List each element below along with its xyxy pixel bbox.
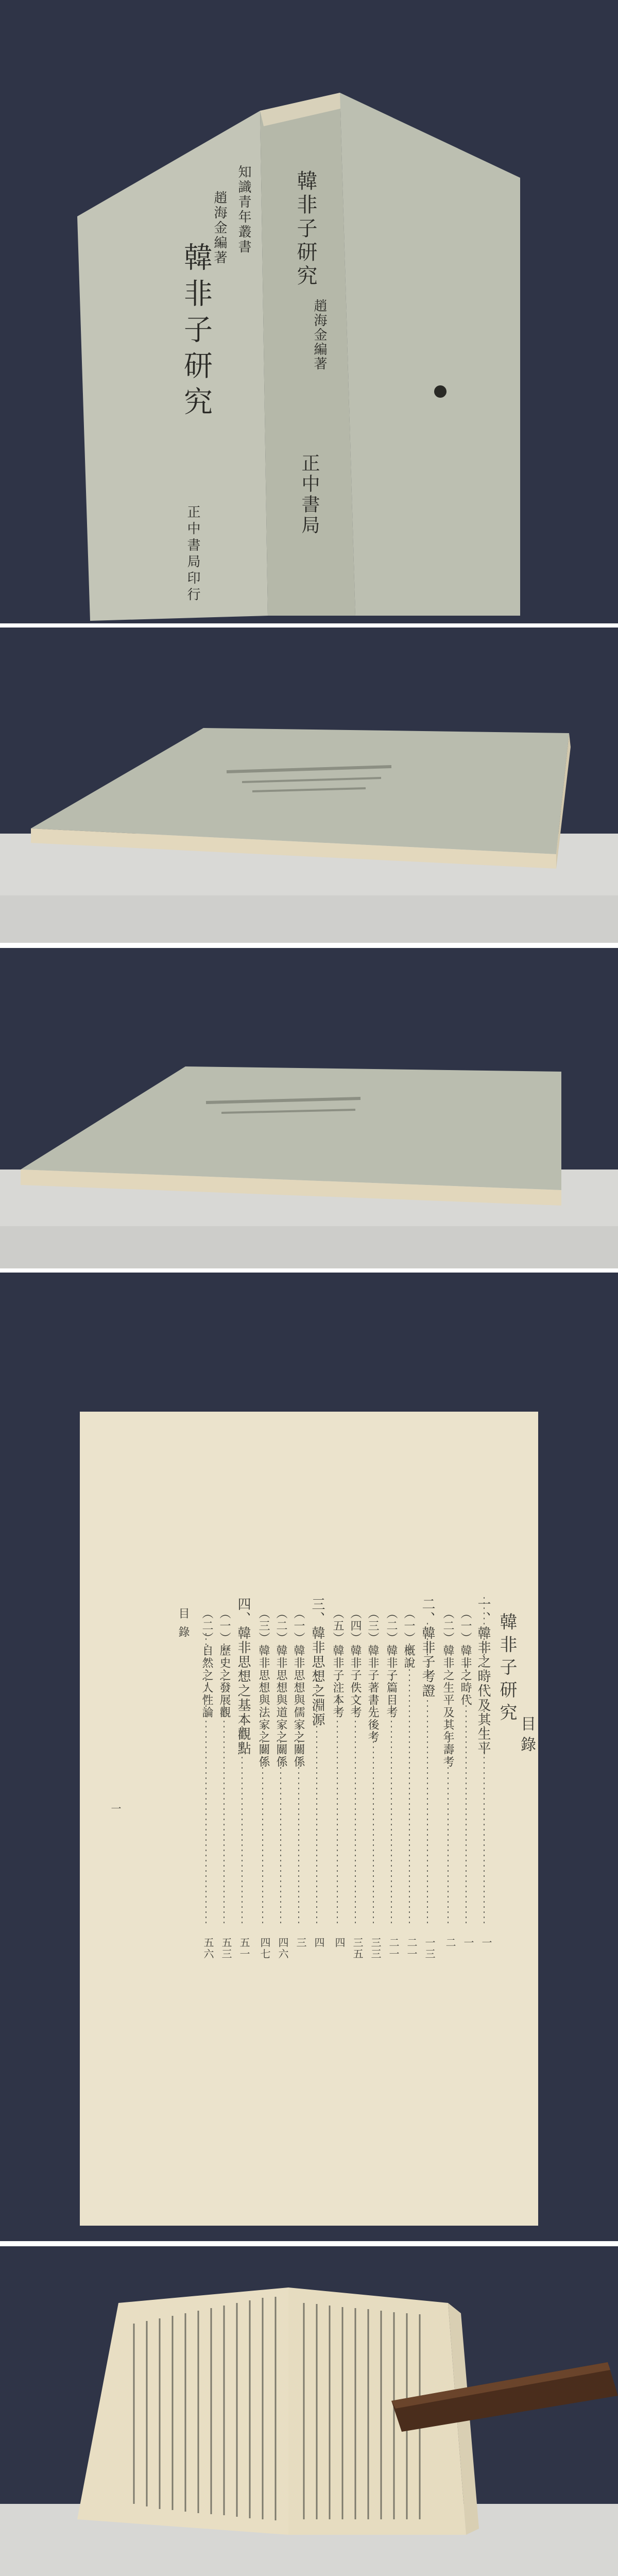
cover-publisher-text: 正中書局印行 bbox=[185, 505, 200, 604]
toc-entry: （一）概說 bbox=[402, 1607, 415, 1669]
toc-page-number: 五一 bbox=[238, 1937, 250, 1960]
spine-author-text: 趙海金編著 bbox=[312, 299, 327, 371]
cover-title-text: 韓非子研究 bbox=[179, 242, 213, 422]
photo-book-angled bbox=[0, 0, 618, 623]
open-book-1-svg bbox=[0, 2246, 618, 2576]
toc-page-number: 二一 bbox=[387, 1937, 400, 1960]
toc-entry: （三）韓非子著書先後考 bbox=[366, 1607, 379, 1743]
toc-entry: （二）韓非思想與道家之關係 bbox=[274, 1607, 287, 1768]
photo-book-flat-2 bbox=[0, 948, 618, 1268]
toc-page-number: 一三 bbox=[423, 1937, 436, 1960]
book-flat-1-svg bbox=[0, 628, 618, 943]
toc-page-number: 四 bbox=[313, 1937, 325, 1948]
toc-page-number: 二 bbox=[444, 1937, 456, 1948]
toc-entry: 四、韓非思想之基本觀點 bbox=[235, 1597, 251, 1756]
toc-page-number: 三五 bbox=[351, 1937, 364, 1960]
toc-entry: （二）自然之人性論 bbox=[200, 1607, 213, 1719]
toc-entry: 二、韓非子考證 bbox=[420, 1597, 435, 1698]
toc-entry: （四）韓非子佚文考 bbox=[349, 1607, 362, 1719]
toc-page-number: 三 bbox=[295, 1937, 307, 1948]
toc-entry: （一）韓非思想與儒家之關係 bbox=[292, 1607, 305, 1768]
toc-entry: （二）韓非子篇目考 bbox=[385, 1607, 398, 1719]
toc-page-number: 五三 bbox=[220, 1937, 232, 1960]
toc-page-number: 二一 bbox=[405, 1937, 418, 1960]
toc-page-number: 四 bbox=[333, 1937, 346, 1948]
toc-entry: （二）韓非之生平及其年壽考 bbox=[441, 1607, 454, 1768]
toc-page-number: 四六 bbox=[277, 1937, 289, 1960]
toc-entry: （一）韓非之時代 bbox=[459, 1607, 472, 1706]
toc-entry: 三、韓非思想之淵源 bbox=[310, 1597, 325, 1727]
book-flat-2-svg bbox=[0, 948, 618, 1268]
toc-entry: （三）韓非思想與法家之關係 bbox=[257, 1607, 270, 1768]
toc-title: 韓非子研究 bbox=[496, 1613, 517, 1726]
toc-page-mark: 一 bbox=[109, 1803, 122, 1815]
photo-toc-page bbox=[0, 1273, 618, 2241]
toc-entry: （五）韓非子注本考 bbox=[331, 1607, 344, 1719]
toc-heading: 目錄 bbox=[518, 1716, 536, 1757]
toc-page-number: 一 bbox=[480, 1937, 492, 1948]
toc-page-svg bbox=[0, 1273, 618, 2241]
toc-paper bbox=[80, 1412, 538, 2226]
toc-page-number: 四七 bbox=[259, 1937, 271, 1960]
spine-publisher-text: 正中書局 bbox=[299, 453, 320, 536]
cover-author-text: 趙海金編著 bbox=[212, 191, 227, 265]
toc-entry: （一）歷史之發展觀 bbox=[218, 1607, 231, 1719]
spine-title-text: 韓非子研究 bbox=[294, 170, 317, 289]
toc-page-number: 一 bbox=[462, 1937, 474, 1948]
toc-entry-footer: 目錄 bbox=[177, 1607, 190, 1645]
cover-series-text: 知識青年叢書 bbox=[236, 165, 251, 255]
photo-open-book-1 bbox=[0, 2246, 618, 2576]
toc-page-number: 五六 bbox=[202, 1937, 214, 1960]
toc-entry: 一、韓非之時代及其生平 bbox=[475, 1597, 491, 1756]
photo-book-flat-1 bbox=[0, 628, 618, 943]
toc-page-number: 三三 bbox=[369, 1937, 382, 1960]
